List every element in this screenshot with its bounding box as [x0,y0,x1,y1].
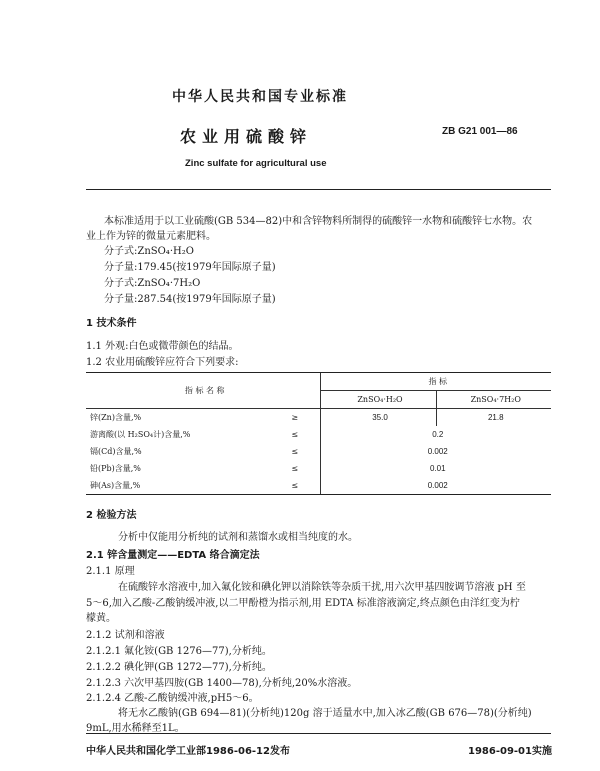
formula-mono: 分子式:ZnSO₄·H₂O [104,246,194,257]
header-spec: 指 标 [320,373,551,391]
footer-rule [86,733,551,734]
row-op: ≤ [291,464,299,473]
header-rule [86,189,551,190]
table-row [86,426,551,443]
header-mono: ZnSO₄·H₂O [320,391,436,409]
section-2-intro: 分析中仅能用分析纯的试剂和蒸馏水或相当纯度的水。 [118,532,358,543]
row-shared: 0.01 [320,460,551,477]
reagent-1: 2.1.2.1 氟化铵(GB 1276—77),分析纯。 [86,646,272,657]
principle-line-2: 5～6,加入乙酸-乙酸钠缓冲液,以二甲酚橙为指示剂,用 EDTA 标准溶液滴定,终点颜色由洋红变为柠 [86,598,520,609]
item-1-1: 1.1 外观:白色或微带颜色的结晶。 [86,341,239,352]
english-title: Zinc sulfate for agricultural use [185,158,327,169]
reagent-4: 2.1.2.4 乙酸-乙酸钠缓冲液,pH5～6。 [86,693,259,704]
row-hepta: 21.8 [436,409,551,427]
section-2-1-2-heading: 2.1.2 试剂和溶液 [86,630,165,641]
table-row [86,460,551,477]
row-name: 砷(As)含量,% [86,477,266,495]
header-item-name: 指 标 名 称 [86,373,320,409]
intro-line-1: 本标准适用于以工业硫酸(GB 534—82)中和含锌物料所制得的硫酸锌一水物和硫酸锌七水物。农 [104,216,533,227]
formula-hepta: 分子式:ZnSO₄·7H₂O [104,278,201,289]
row-shared: 0.2 [320,426,551,443]
effective-date: 1986-09-01实施 [468,746,552,757]
standard-code: ZB G21 001—86 [442,126,518,137]
intro-line-2: 业上作为锌的微量元素肥料。 [86,231,216,242]
buffer-line-1: 将无水乙酸钠(GB 694—81)(分析纯)120g 溶于适量水中,加入冰乙酸(GB 676—78)(分析纯) [118,708,532,719]
header-hepta: ZnSO₄·7H₂O [436,391,551,409]
section-2-1-1-heading: 2.1.1 原理 [86,566,135,577]
row-name: 锌(Zn)含量,% [90,413,142,422]
section-2-1-heading: 2.1 锌含量测定——EDTA 络合滴定法 [86,550,260,561]
spec-table [86,372,551,495]
section-1-heading: 1 技术条件 [86,318,137,329]
row-name: 游离酸(以 H₂SO₄计)含量,% [90,430,191,439]
row-mono: 35.0 [320,409,436,427]
weight-mono: 分子量:179.45(按1979年国际原子量) [104,262,276,273]
issuer-line: 中华人民共和国化学工业部1986-06-12发布 [86,746,290,757]
row-op: ≤ [266,477,320,495]
section-2-heading: 2 检验方法 [86,510,137,521]
item-1-2: 1.2 农业用硫酸锌应符合下列要求: [86,357,239,368]
reagent-2: 2.1.2.2 碘化钾(GB 1272—77),分析纯。 [86,662,272,673]
table-row [86,409,551,427]
row-op: ≤ [291,447,299,456]
row-name: 铅(Pb)含量,% [90,464,141,473]
row-op: ≥ [291,413,299,422]
reagent-3: 2.1.2.3 六次甲基四胺(GB 1400—78),分析纯,20%水溶液。 [86,678,358,689]
table-row [86,477,551,495]
standard-category: 中华人民共和国专业标准 [172,89,348,105]
table-row [86,443,551,460]
principle-line-3: 檬黄。 [86,613,116,624]
principle-line-1: 在硫酸锌水溶液中,加入氟化铵和碘化钾以消除铁等杂质干扰,用六次甲基四胺调节溶液 pH 至 [118,582,526,593]
row-name: 镉(Cd)含量,% [90,447,142,456]
row-op: ≤ [291,430,299,439]
document-title: 农业用硫酸锌 [180,127,313,146]
row-shared: 0.002 [320,477,551,495]
buffer-line-2: 9mL,用水稀释至1L。 [86,723,185,734]
weight-hepta: 分子量:287.54(按1979年国际原子量) [104,294,276,305]
row-shared: 0.002 [320,443,551,460]
